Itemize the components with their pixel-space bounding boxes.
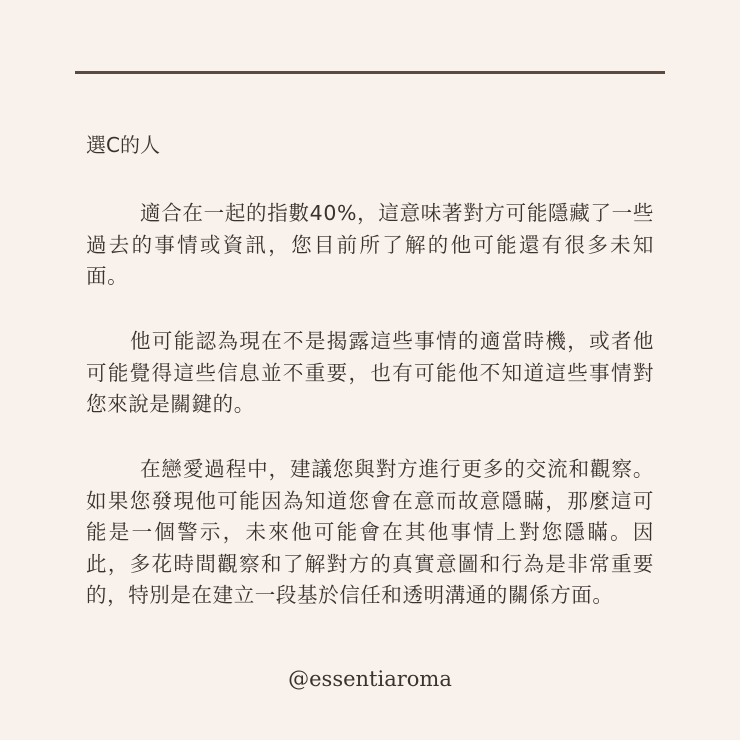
paragraph-2: 他可能認為現在不是揭露這些事情的適當時機，或者他可能覺得這些信息並不重要，也有可能他不知道這些事情對您來說是關鍵的。 [86,329,654,416]
page-heading: 選C的人 [86,133,160,157]
paragraph-1: 適合在一起的指數40%，這意味著對方可能隱藏了一些過去的事情或資訊，您目前所了解的他可能還有很多未知面。 [86,201,654,288]
account-handle: @essentiaroma [288,667,452,691]
top-divider [75,71,665,74]
paragraph-3: 在戀愛過程中，建議您與對方進行更多的交流和觀察。如果您發現他可能因為知道您會在意而故意隱瞞，那麼這可能是一個警示，未來他可能會在其他事情上對您隱瞞。因此，多花時間觀察和了解對方的真實意圖和行為是非常重要的，特別是在建立一段基於信任和透明溝通的關係方面。 [86,457,654,607]
